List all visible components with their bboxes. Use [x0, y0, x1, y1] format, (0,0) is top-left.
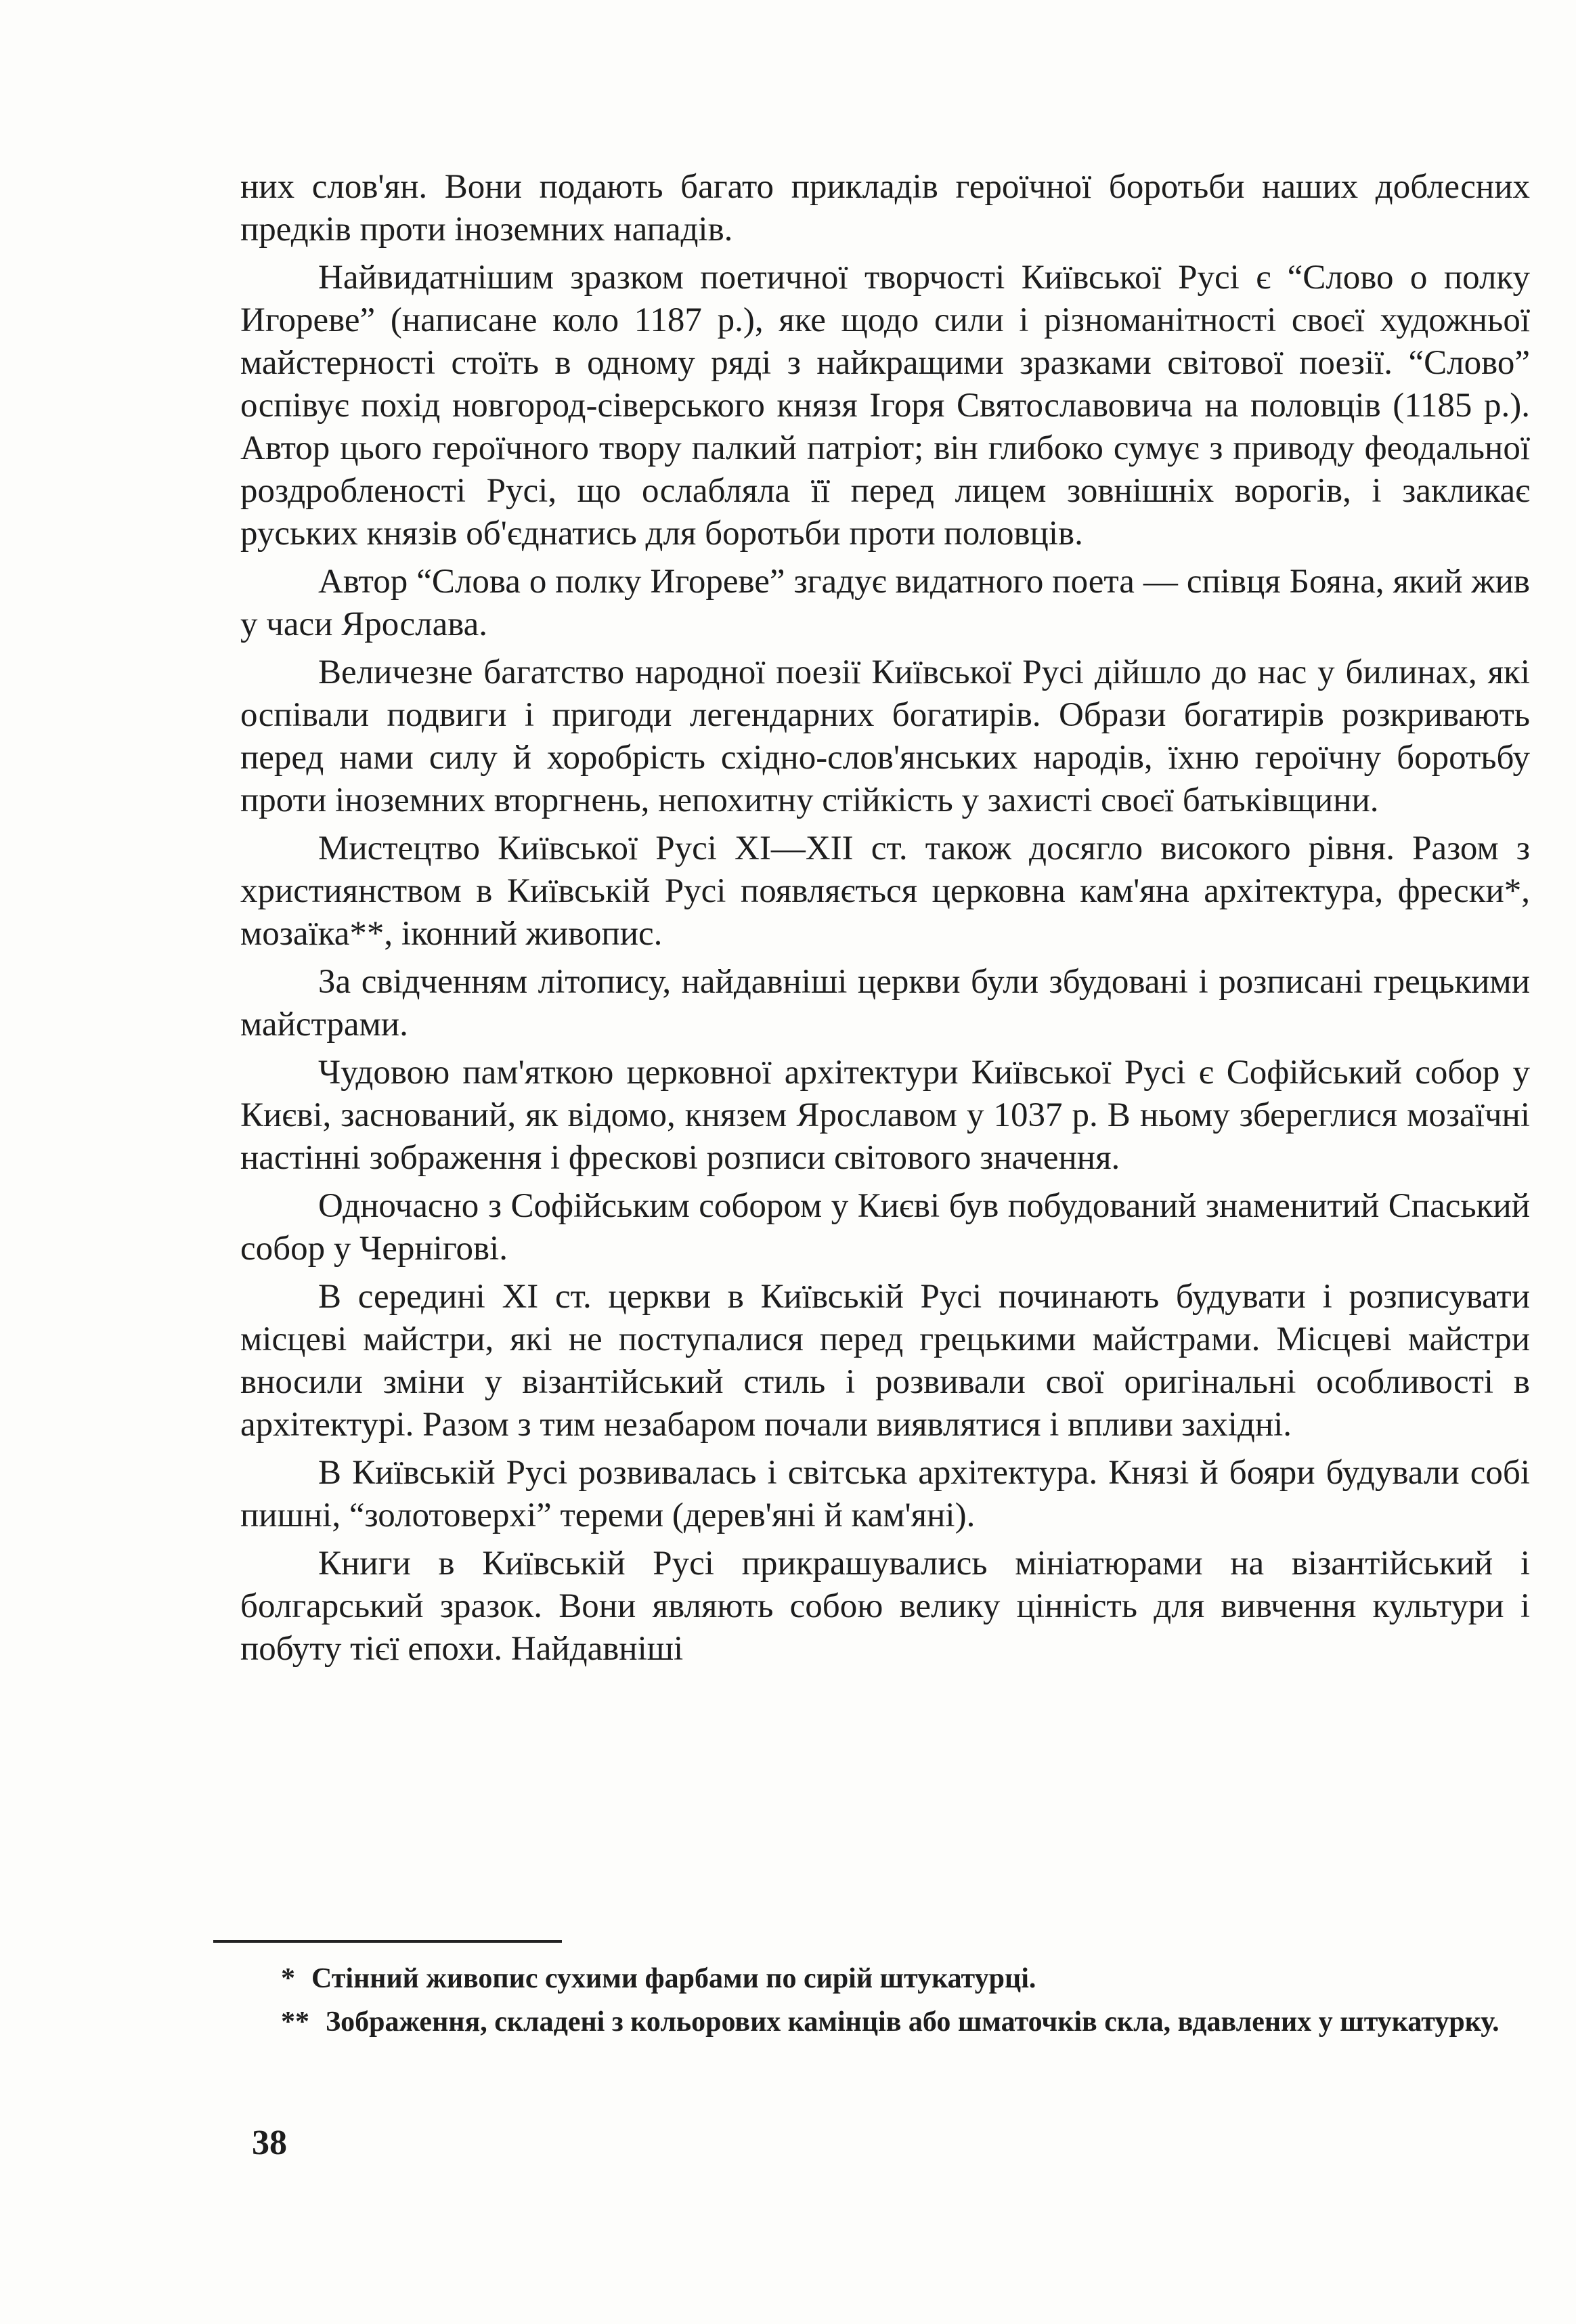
footnote — [240, 1957, 1530, 2000]
footnote-mark: * — [281, 1963, 295, 1994]
paragraph: них слов'ян. Вони подають багато прикладів героїчної боротьби наших доблесних предків проти іноземних нападів. — [240, 168, 1530, 249]
footnote — [240, 2000, 1530, 2044]
page-number: 38 — [252, 2124, 287, 2162]
footnote-mark: ** — [281, 2006, 309, 2038]
paragraph: Чудовою пам'яткою церковної архітектури Київської Русі є Софійський собор у Києві, заснований, як відомо, князем Ярославом у 1037 р. В ньому збереглися мозаїчні настінні зображення і фрескові розписи світового значення. — [240, 1054, 1530, 1177]
paragraph: В Київській Русі розвивалась і світська архітектура. Князі й бояри будували собі пишні, “золотоверхі” тереми (дерев'яні й кам'яні). — [240, 1454, 1530, 1534]
paragraph: Величезне багатство народної поезії Київської Русі дійшло до нас у билинах, які оспівали подвиги і пригоди легендарних богатирів. Образи богатирів розкривають перед нами силу й хоробрість східно-слов'янських народів, їхню героїчну боротьбу проти іноземних вторгнень, непохитну стійкість у захисті своєї батьківщини. — [240, 653, 1530, 819]
footnote-divider — [213, 1940, 562, 1943]
paragraph: Автор “Слова о полку Игореве” згадує видатного поета — співця Бояна, який жив у часи Ярослава. — [240, 563, 1530, 643]
paragraph: Мистецтво Київської Русі XI—XII ст. також досягло високого рівня. Разом з християнством в Київській Русі появляється церковна кам'яна архітектура, фрески*, мозаїка**, іконний живопис. — [240, 830, 1530, 953]
footnotes — [240, 1957, 1530, 2044]
paragraph: Найвидатнішим зразком поетичної творчості Київської Русі є “Слово о полку Игореве” (написане коло 1187 р.), яке щодо сили і різноманітності своєї художньої майстерності стоїть в одному ряді з найкращими зразками світової поезії. “Слово” оспівує похід новгород-сіверського князя Ігоря Святославовича на половців (1185 р.). Автор цього героїчного твору палкий патріот; він глибоко сумує з приводу феодальної роздробленості Русі, що ослабляла її перед лицем зовнішніх ворогів, і закликає руських князів об'єднатись для боротьби проти половців. — [240, 259, 1530, 553]
paragraph: Книги в Київській Русі прикрашувались мініатюрами на візантійський і болгарський зразок. Вони являють собою велику цінність для вивчення культури і побуту тієї епохи. Найдавніші — [240, 1545, 1530, 1668]
body-text — [240, 166, 1530, 1676]
footnote-text: Зображення, складені з кольорових камінців або шматочків скла, вдавлених у штукатурку. — [326, 2006, 1500, 2038]
footnote-text: Стінний живопис сухими фарбами по сирій штукатурці. — [311, 1963, 1036, 1994]
paragraph: Одночасно з Софійським собором у Києві був побудований знаменитий Спаський собор у Чернігові. — [240, 1187, 1530, 1268]
paragraph: За свідченням літопису, найдавніші церкви були збудовані і розписані грецькими майстрами. — [240, 963, 1530, 1043]
paragraph: В середині XI ст. церкви в Київській Русі починають будувати і розписувати місцеві майстри, які не поступалися перед грецькими майстрами. Місцеві майстри вносили зміни у візантійський стиль і розвивали свої оригінальні особливості в архітектурі. Разом з тим незабаром почали виявлятися і впливи західні. — [240, 1278, 1530, 1444]
